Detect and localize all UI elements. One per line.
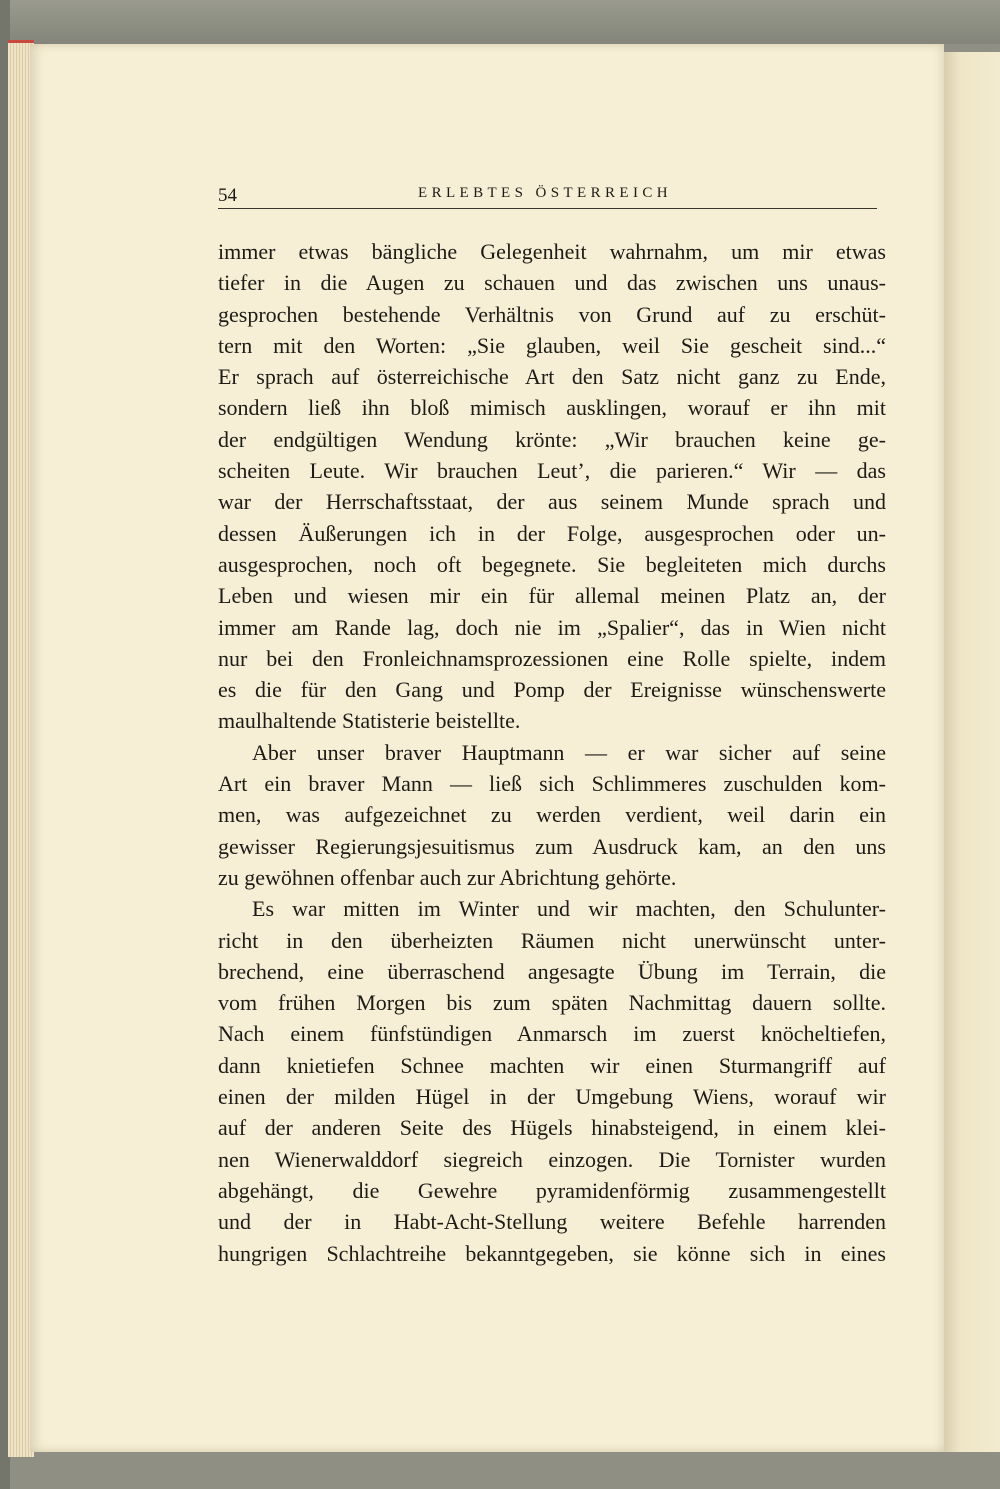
text-line: es die für den Gang und Pomp der Ereignisse wünschenswerte	[218, 677, 886, 703]
text-line: sondern ließ ihn bloß mimisch ausklingen, worauf er ihn mit	[218, 395, 886, 421]
text-line: immer etwas bängliche Gelegenheit wahrnahm, um mir etwas	[218, 239, 886, 264]
text-line: tern mit den Worten: „Sie glauben, weil Sie gescheit sind...“	[218, 332, 886, 358]
header-rule	[218, 208, 877, 209]
text-line: nur bei den Fronleichnamsprozessionen eine Rolle spielte, indem	[218, 645, 886, 671]
text-line: der endgültigen Wendung krönte: „Wir brauchen keine ge-	[218, 426, 886, 452]
text-line: Art ein braver Mann — ließ sich Schlimmeres zuschulden kom-	[218, 771, 886, 797]
text-line: einen der milden Hügel in der Umgebung Wiens, worauf wir	[218, 1084, 886, 1110]
text-line: gewisser Regierungsjesuitismus zum Ausdruck kam, an den uns	[218, 833, 886, 859]
text-line: ausgesprochen, noch oft begegnete. Sie begleiteten mich durchs	[218, 551, 886, 577]
text-line: Aber unser braver Hauptmann — er war sicher auf seine	[252, 739, 886, 765]
text-line: abgehängt, die Gewehre pyramidenförmig zusammengestellt	[218, 1177, 886, 1203]
text-line: men, was aufgezeichnet zu werden verdient, weil darin ein	[218, 802, 886, 828]
text-line: richt in den überheizten Räumen nicht unerwünscht unter-	[218, 927, 886, 953]
text-line: Leben und wiesen mir ein für allemal meinen Platz an, der	[218, 583, 886, 609]
text-line: nen Wienerwalddorf siegreich einzogen. Die Tornister wurden	[218, 1146, 886, 1172]
text-line: dessen Äußerungen ich in der Folge, ausgesprochen oder un-	[218, 520, 886, 546]
text-line: tiefer in die Augen zu schauen und das zwischen uns unaus-	[218, 270, 886, 296]
text-line: scheiten Leute. Wir brauchen Leut’, die parieren.“ Wir — das	[218, 458, 886, 484]
text-line: dann knietiefen Schnee machten wir einen Sturmangriff auf	[218, 1052, 886, 1078]
text-line: gesprochen bestehende Verhältnis von Grund auf zu erschüt-	[218, 301, 886, 327]
text-line: Er sprach auf österreichische Art den Satz nicht ganz zu Ende,	[218, 364, 886, 390]
text-line: immer am Rande lag, doch nie im „Spalier“, das in Wien nicht	[218, 614, 886, 640]
text-line: hungrigen Schlachtreihe bekanntgegeben, sie könne sich in eines	[218, 1240, 886, 1266]
facing-page-edge	[944, 52, 1000, 1452]
text-line: auf der anderen Seite des Hügels hinabsteigend, in einem klei-	[218, 1115, 886, 1141]
text-line: Es war mitten im Winter und wir machten, den Schulunter-	[252, 896, 886, 922]
text-line: Nach einem fünfstündigen Anmarsch im zuerst knöcheltiefen,	[218, 1021, 886, 1047]
text-line: und der in Habt-Acht-Stellung weitere Befehle harrenden	[218, 1209, 886, 1235]
text-line: zu gewöhnen offenbar auch zur Abrichtung gehörte.	[218, 864, 677, 890]
running-head: ERLEBTES ÖSTERREICH	[418, 185, 673, 201]
text-line: maulhaltende Statisterie beistellte.	[218, 708, 521, 734]
page-header	[218, 185, 877, 207]
book-cover-top	[0, 0, 1000, 44]
page-number: 54	[218, 185, 237, 206]
text-line: brechend, eine überraschend angesagte Übung im Terrain, die	[218, 958, 886, 984]
text-line: war der Herrschaftsstaat, der aus seinem Munde sprach und	[218, 489, 886, 515]
body-text	[218, 236, 886, 1269]
text-line: vom frühen Morgen bis zum späten Nachmittag dauern sollte.	[218, 990, 886, 1016]
